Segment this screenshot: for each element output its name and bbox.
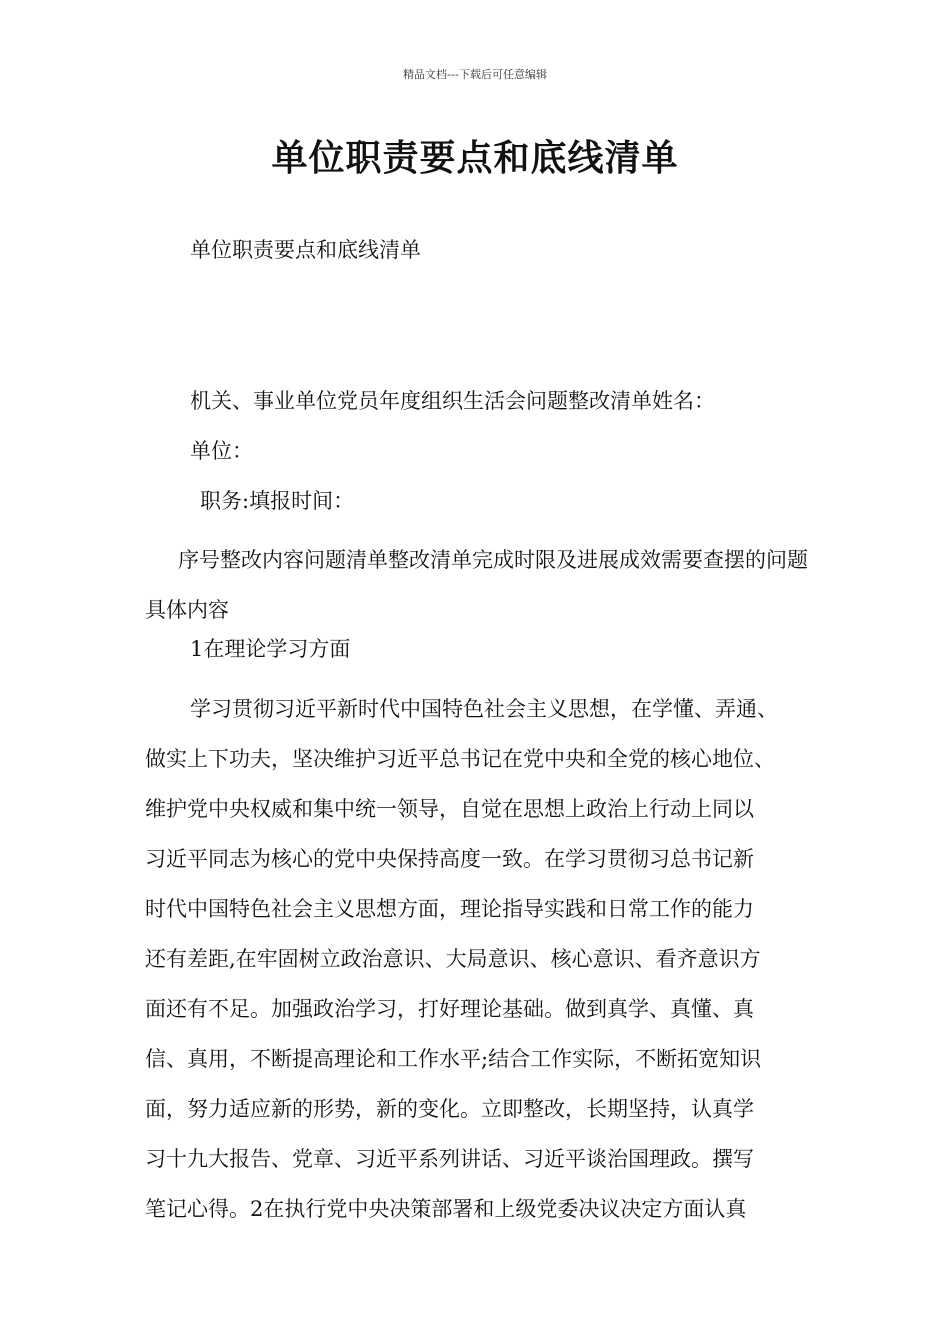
section-heading: 1在理论学习方面 bbox=[190, 637, 351, 661]
body-line: 习十九大报告、党章、习近平系列讲话、习近平谈治国理政。撰写 bbox=[145, 1147, 754, 1171]
body-line: 学习贯彻习近平新时代中国特色社会主义思想，在学懂、弄通、 bbox=[190, 697, 778, 721]
body-line: 还有差距,在牢固树立政治意识、大局意识、核心意识、看齐意识方 bbox=[145, 947, 761, 971]
document-subtitle: 单位职责要点和底线清单 bbox=[190, 238, 421, 262]
position-line: 职务:填报时间： bbox=[200, 489, 355, 513]
intro-line: 机关、事业单位党员年度组织生活会问题整改清单姓名： bbox=[190, 389, 715, 413]
unit-line: 单位： bbox=[190, 439, 253, 463]
body-line: 面，努力适应新的形势，新的变化。立即整改，长期坚持，认真学 bbox=[145, 1097, 754, 1121]
body-line: 笔记心得。2在执行党中央决策部署和上级党委决议决定方面认真 bbox=[145, 1197, 747, 1221]
body-line: 维护党中央权威和集中统一领导，自觉在思想上政治上行动上同以 bbox=[145, 797, 754, 821]
body-line: 面还有不足。加强政治学习，打好理论基础。做到真学、真懂、真 bbox=[145, 997, 754, 1021]
body-paragraph bbox=[145, 684, 835, 1234]
body-line: 时代中国特色社会主义思想方面，理论指导实践和日常工作的能力 bbox=[145, 897, 754, 921]
body-line: 习近平同志为核心的党中央保持高度一致。在学习贯彻习总书记新 bbox=[145, 847, 754, 871]
table-header-text: 序号整改内容问题清单整改清单完成时限及进展成效需要查摆的问题具体内容 bbox=[145, 548, 808, 622]
body-line: 信、真用，不断提高理论和工作水平;结合工作实际，不断拓宽知识 bbox=[145, 1047, 762, 1071]
document-title: 单位职责要点和底线清单 bbox=[271, 138, 679, 179]
body-line: 做实上下功夫，坚决维护习近平总书记在党中央和全党的核心地位、 bbox=[145, 747, 775, 771]
header-note: 精品文档---下载后可任意编辑 bbox=[403, 68, 547, 81]
